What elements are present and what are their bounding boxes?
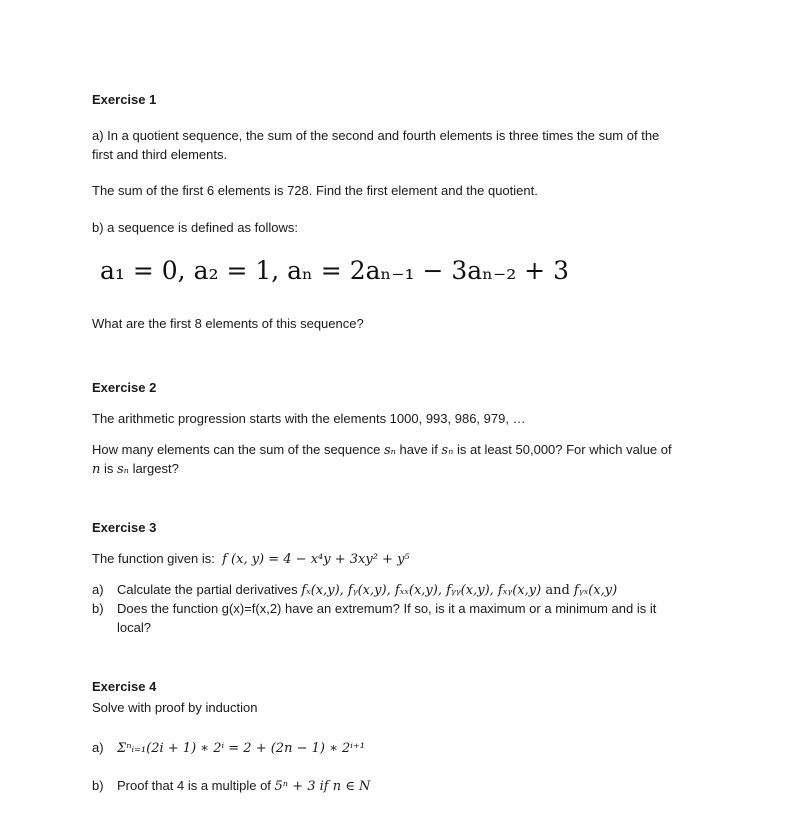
ex3-part-b-marker: b) [92, 601, 104, 616]
ex2-line1: The arithmetic progression starts with the elements 1000, 993, 986, 979, … [92, 411, 526, 426]
ex1-part-b-intro: b) a sequence is defined as follows: [92, 220, 298, 235]
ex1-part-a-line3: The sum of the first 6 elements is 728. Find the first element and the quotient. [92, 183, 538, 198]
exercise-3-title: Exercise 3 [92, 520, 157, 535]
ex1-recurrence-equation: a₁ = 0, a₂ = 1, aₙ = 2aₙ₋₁ − 3aₙ₋₂ + 3 [100, 256, 569, 285]
exercise-4-title: Exercise 4 [92, 679, 157, 694]
ex3-given: The function given is: f (x, y) = 4 − x⁴y + 3xy² + y⁵ [92, 551, 410, 567]
ex1-part-a-line1: a) In a quotient sequence, the sum of the second and fourth elements is three times the sum of the [92, 128, 660, 143]
exercise-2-title: Exercise 2 [92, 380, 157, 395]
ex3-part-b-line1: Does the function g(x)=f(x,2) have an extremum? If so, is it a maximum or a minimum and is it [117, 601, 657, 616]
ex4-intro: Solve with proof by induction [92, 700, 258, 715]
ex4-part-a-marker: a) [92, 740, 104, 755]
ex4-part-a-formula: Σⁿᵢ₌₁(2i + 1) ∗ 2ⁱ = 2 + (2n − 1) ∗ 2ⁱ⁺¹ [117, 741, 365, 756]
ex3-part-a-text: Calculate the partial derivatives fₓ(x,y), fᵧ(x,y), fₓₓ(x,y), fᵧᵧ(x,y), fₓᵧ(x,y) and fᵧₓ(x,y) [117, 582, 618, 598]
ex1-part-b-question: What are the first 8 elements of this sequence? [92, 316, 364, 331]
ex2-line3: n is sₙ largest? [92, 461, 179, 477]
ex2-line2: How many elements can the sum of the sequence sₙ have if sₙ is at least 50,000? For which value of [92, 442, 672, 458]
exercise-1-title: Exercise 1 [92, 92, 157, 107]
ex3-part-a-marker: a) [92, 582, 104, 597]
ex4-part-b-text: Proof that 4 is a multiple of 5ⁿ + 3 if n ∈ N [117, 778, 371, 794]
ex3-part-b-line2: local? [117, 620, 151, 635]
ex4-part-b-marker: b) [92, 778, 104, 793]
ex1-part-a-line2: first and third elements. [92, 147, 228, 162]
